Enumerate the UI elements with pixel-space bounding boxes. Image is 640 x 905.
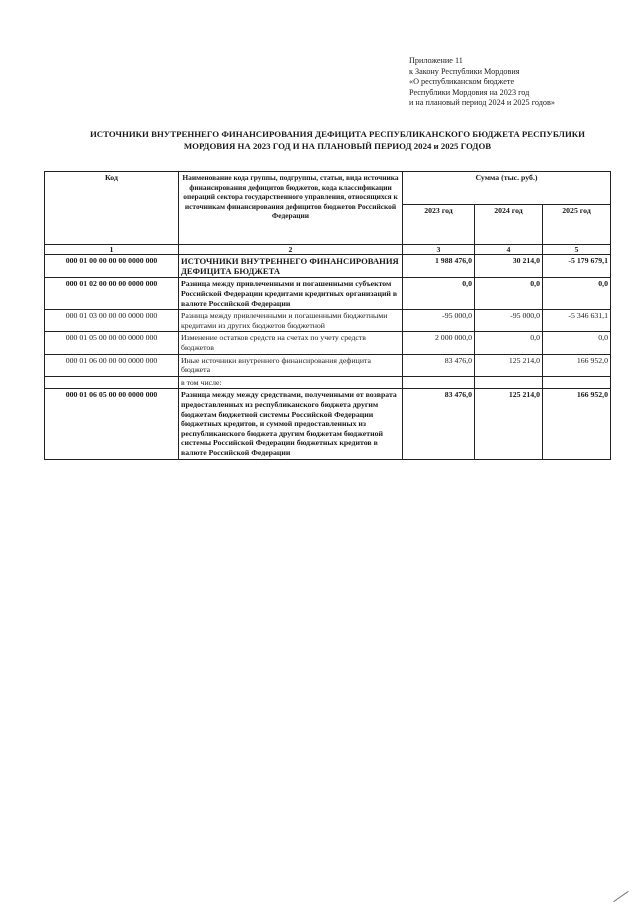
row-value-2024: 125 214,0 <box>475 354 543 376</box>
appendix-line: Приложение 11 <box>409 56 463 65</box>
row-value-empty <box>403 376 475 389</box>
title-line-1: ИСТОЧНИКИ ВНУТРЕННЕГО ФИНАНСИРОВАНИЯ ДЕФИЦИТА РЕСПУБЛИКАНСКОГО БЮДЖЕТА РЕСПУБЛИКИ <box>89 129 586 139</box>
document-title <box>50 128 625 152</box>
row-value-2025: -5 179 679,1 <box>543 255 611 278</box>
index-cell: 2 <box>179 245 403 255</box>
header-row <box>45 172 611 205</box>
table-row <box>45 278 611 310</box>
table-row <box>45 332 611 354</box>
row-value-2024: 0,0 <box>475 278 543 310</box>
row-value-2025: 166 952,0 <box>543 354 611 376</box>
row-value-2024: 0,0 <box>475 332 543 354</box>
row-value-2025: 0,0 <box>543 332 611 354</box>
header-sum: Сумма (тыс. руб.) <box>403 172 611 205</box>
table-row <box>45 310 611 332</box>
row-value-2023: 1 988 476,0 <box>403 255 475 278</box>
header-code: Код <box>45 172 179 245</box>
row-code: 000 01 05 00 00 00 0000 000 <box>45 332 179 354</box>
index-cell: 5 <box>543 245 611 255</box>
appendix-note <box>409 56 634 109</box>
row-code: 000 01 03 00 00 00 0000 000 <box>45 310 179 332</box>
table-row <box>45 376 611 389</box>
row-code: 000 01 06 00 00 00 0000 000 <box>45 354 179 376</box>
row-name: в том числе: <box>179 376 403 389</box>
row-value-2024: 30 214,0 <box>475 255 543 278</box>
row-name: Разница между привлеченными и погашенными субъектом Российской Федерации кредитами кредитных организаций в валюте Российской Федерации <box>179 278 403 310</box>
row-value-2024: 125 214,0 <box>475 389 543 459</box>
page-corner-mark <box>613 891 628 902</box>
row-value-2023: 0,0 <box>403 278 475 310</box>
index-cell: 4 <box>475 245 543 255</box>
title-line-2: МОРДОВИЯ НА 2023 ГОД И НА ПЛАНОВЫЙ ПЕРИОД 2024 и 2025 ГОДОВ <box>183 141 492 151</box>
header-year-2023: 2023 год <box>403 205 475 245</box>
row-value-2025: 166 952,0 <box>543 389 611 459</box>
row-name: Изменение остатков средств на счетах по учету средств бюджетов <box>179 332 403 354</box>
table-row <box>45 354 611 376</box>
row-code-empty <box>45 376 179 389</box>
row-name: Иные источники внутреннего финансирования дефицита бюджета <box>179 354 403 376</box>
table-row <box>45 255 611 278</box>
row-name: ИСТОЧНИКИ ВНУТРЕННЕГО ФИНАНСИРОВАНИЯ ДЕФИЦИТА БЮДЖЕТА <box>179 255 403 278</box>
header-year-2024: 2024 год <box>475 205 543 245</box>
row-value-2023: 2 000 000,0 <box>403 332 475 354</box>
row-name: Разница между между средствами, полученными от возврата предоставленных из республиканского бюджета другим бюджетам бюджетной системы Российской Федерации бюджетных кредитов, и суммой предоставленных из республиканского бюджета другим бюджетам бюджетной системы Российской Федерации бюджетных кредитов в валюте Российской Федерации <box>179 389 403 459</box>
appendix-line: Республики Мордовия на 2023 год <box>409 87 530 97</box>
row-name: Разница между привлеченными и погашенными бюджетными кредитами из других бюджетов бюджетной <box>179 310 403 332</box>
row-value-2023: 83 476,0 <box>403 354 475 376</box>
column-index-row <box>45 245 611 255</box>
table-row <box>45 389 611 459</box>
row-code: 000 01 00 00 00 00 0000 000 <box>45 255 179 278</box>
appendix-line: к Закону Республики Мордовия <box>409 66 520 76</box>
index-cell: 1 <box>45 245 179 255</box>
financing-sources-table <box>44 171 611 460</box>
row-code: 000 01 06 05 00 00 0000 000 <box>45 389 179 459</box>
header-year-2025: 2025 год <box>543 205 611 245</box>
row-value-empty <box>475 376 543 389</box>
index-cell: 3 <box>403 245 475 255</box>
appendix-line: и на плановый период 2024 и 2025 годов» <box>409 98 555 108</box>
row-value-2025: 0,0 <box>543 278 611 310</box>
row-value-empty <box>543 376 611 389</box>
row-value-2024: -95 000,0 <box>475 310 543 332</box>
appendix-line: «О республиканском бюджете <box>409 77 515 87</box>
header-name: Наименование кода группы, подгруппы, статьи, вида источника финансирования дефицитов бюджетов, кода классификации операций сектора государственного управления, относящихся к источникам финансирования дефицитов бюджетов Российской Федерации <box>179 172 403 245</box>
row-value-2025: -5 346 631,1 <box>543 310 611 332</box>
row-code: 000 01 02 00 00 00 0000 000 <box>45 278 179 310</box>
row-value-2023: 83 476,0 <box>403 389 475 459</box>
row-value-2023: -95 000,0 <box>403 310 475 332</box>
